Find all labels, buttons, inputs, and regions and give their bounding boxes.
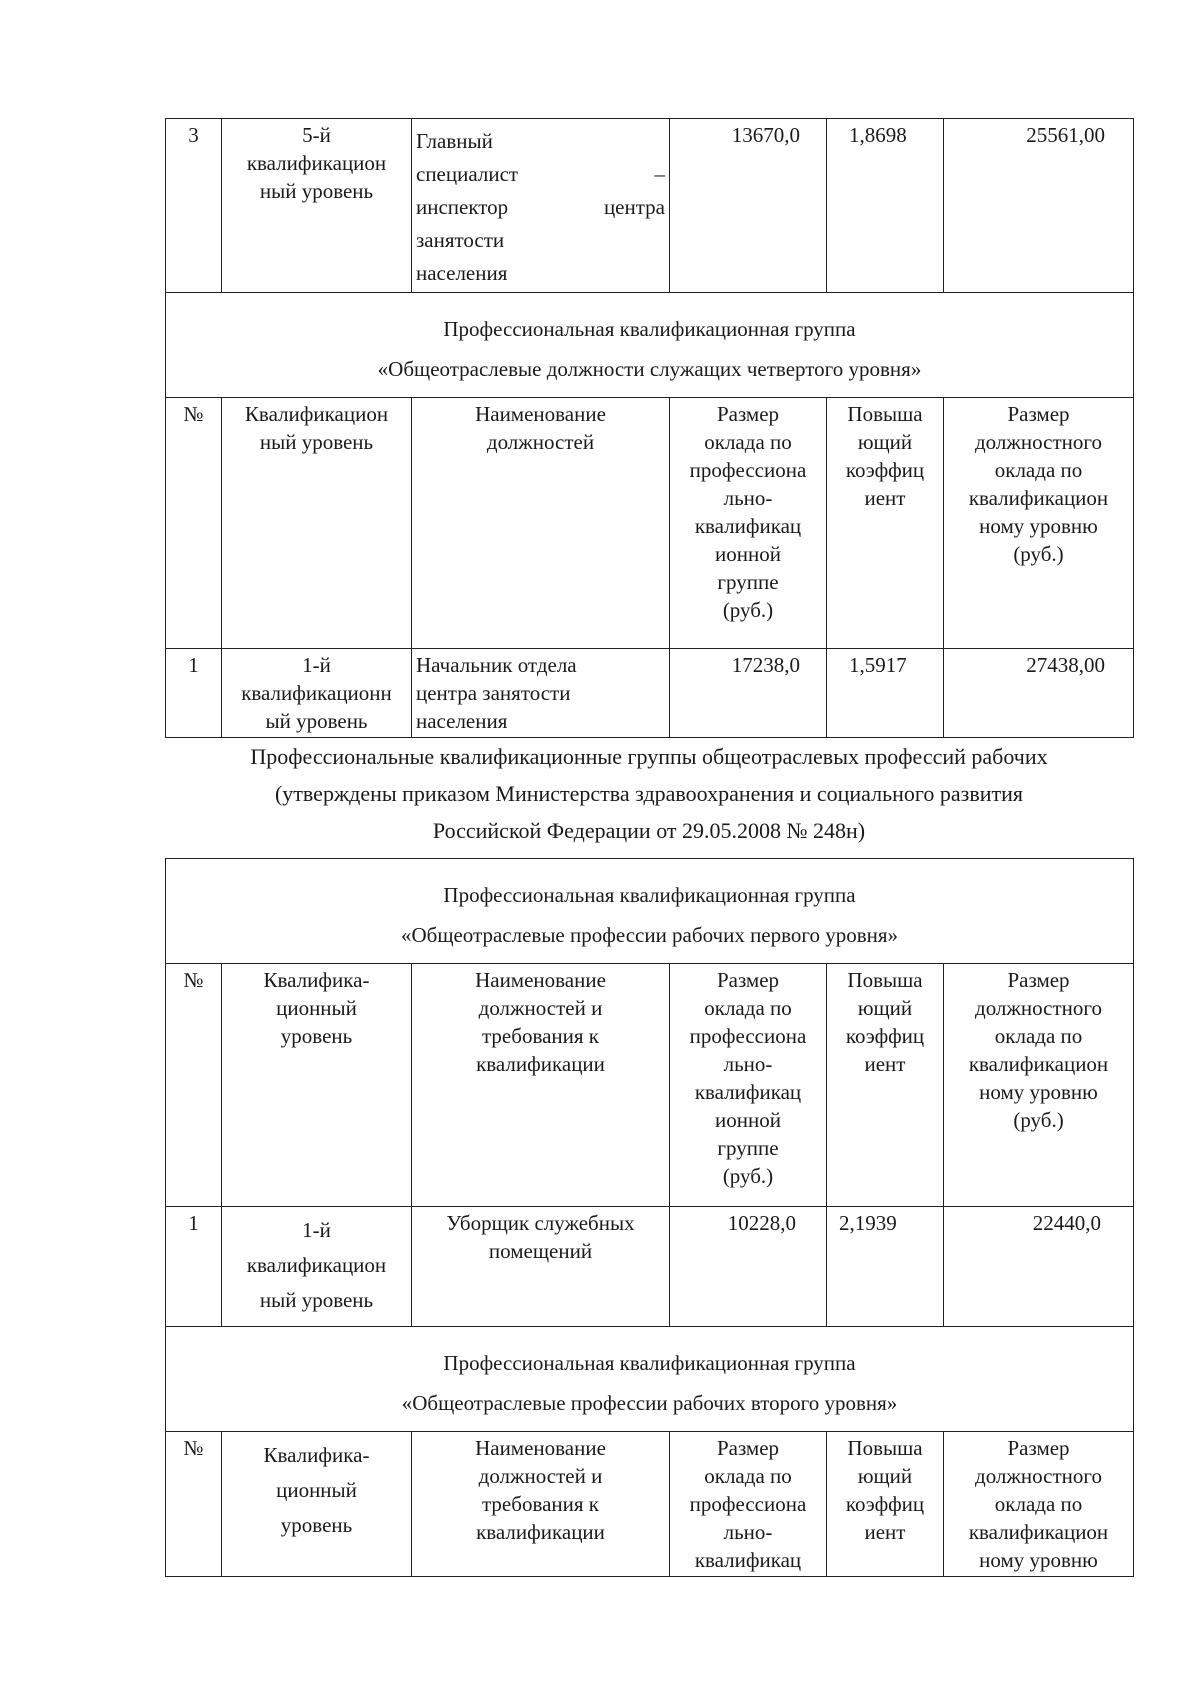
position-name-cell: Начальник отдела центра занятости населения bbox=[412, 649, 670, 738]
column-header-row bbox=[166, 1432, 1134, 1577]
base-salary-cell: 13670,0 bbox=[670, 119, 827, 293]
header-coefficient: Повыша ющий коэффиц иент bbox=[827, 398, 944, 649]
section-heading: Профессиональные квалификационные группы общеотраслевых профессий рабочих (утверждены приказом Министерства здравоохранения и социального развития Российской Федерации от 29.05.2008 № 248н) bbox=[250, 744, 1048, 843]
qualification-level-cell: 5-й квалификацион ный уровень bbox=[222, 119, 412, 293]
coefficient-cell: 1,8698 bbox=[827, 119, 944, 293]
base-salary-cell: 10228,0 bbox=[670, 1207, 827, 1327]
header-position-salary: Размер должностного оклада по квалификацион ному уровню (руб.) bbox=[944, 398, 1134, 649]
group-subtitle: «Общеотраслевые профессии рабочих первого уровня» bbox=[400, 923, 899, 947]
position-name-cell: Уборщик служебных помещений bbox=[412, 1207, 670, 1327]
column-header-row bbox=[166, 398, 1134, 649]
group-header-row bbox=[166, 1327, 1134, 1432]
header-coefficient: Повыша ющий коэффиц иент bbox=[827, 1432, 944, 1577]
coefficient-cell: 1,5917 bbox=[827, 649, 944, 738]
qualification-level-cell: 1-й квалификацион ный уровень bbox=[222, 1207, 412, 1327]
group-header-cell bbox=[166, 1327, 1134, 1432]
position-salary-cell: 25561,00 bbox=[944, 119, 1134, 293]
header-level: Квалифика- ционный уровень bbox=[222, 1432, 412, 1577]
header-name: Наименование должностей bbox=[412, 398, 670, 649]
table-professional-groups-workers bbox=[165, 858, 1134, 1577]
coefficient-cell: 2,1939 bbox=[827, 1207, 944, 1327]
table-row bbox=[166, 119, 1134, 293]
group-title: Профессиональная квалификационная группа bbox=[443, 883, 856, 907]
position-salary-cell: 22440,0 bbox=[944, 1207, 1134, 1327]
header-base-salary: Размер оклада по профессиона льно- квалификац ионной группе (руб.) bbox=[670, 398, 827, 649]
group-title: Профессиональная квалификационная группа bbox=[443, 317, 856, 341]
base-salary-cell: 17238,0 bbox=[670, 649, 827, 738]
qualification-level-cell: 1-й квалификационн ый уровень bbox=[222, 649, 412, 738]
header-level: Квалификацион ный уровень bbox=[222, 398, 412, 649]
header-position-salary: Размер должностного оклада по квалификацион ному уровню (руб.) bbox=[944, 964, 1134, 1207]
group-title: Профессиональная квалификационная группа bbox=[443, 1351, 856, 1375]
row-number: 3 bbox=[166, 119, 222, 293]
position-name-cell: Главный специалист – инспектор центра занятости населения bbox=[412, 119, 670, 293]
group-header-row bbox=[166, 293, 1134, 398]
header-name: Наименование должностей и требования к квалификации bbox=[412, 964, 670, 1207]
header-coefficient: Повыша ющий коэффиц иент bbox=[827, 964, 944, 1207]
header-number: № bbox=[166, 964, 222, 1207]
group-header-cell bbox=[166, 859, 1134, 964]
position-salary-cell: 27438,00 bbox=[944, 649, 1134, 738]
header-name: Наименование должностей и требования к квалификации bbox=[412, 1432, 670, 1577]
group-subtitle: «Общеотраслевые профессии рабочих второго уровня» bbox=[401, 1391, 898, 1415]
group-header-row bbox=[166, 859, 1134, 964]
row-number: 1 bbox=[166, 649, 222, 738]
header-level: Квалифика- ционный уровень bbox=[222, 964, 412, 1207]
table-row bbox=[166, 649, 1134, 738]
column-header-row bbox=[166, 964, 1134, 1207]
table-professional-groups-employees bbox=[165, 118, 1134, 738]
header-number: № bbox=[166, 1432, 222, 1577]
table-row bbox=[166, 1207, 1134, 1327]
group-header-cell bbox=[166, 293, 1134, 398]
header-position-salary: Размер должностного оклада по квалификацион ному уровню bbox=[944, 1432, 1134, 1577]
header-base-salary: Размер оклада по профессиона льно- квалификац ионной группе (руб.) bbox=[670, 964, 827, 1207]
header-number: № bbox=[166, 398, 222, 649]
header-base-salary: Размер оклада по профессиона льно- квалификац bbox=[670, 1432, 827, 1577]
row-number: 1 bbox=[166, 1207, 222, 1327]
group-subtitle: «Общеотраслевые должности служащих четвертого уровня» bbox=[377, 357, 922, 381]
